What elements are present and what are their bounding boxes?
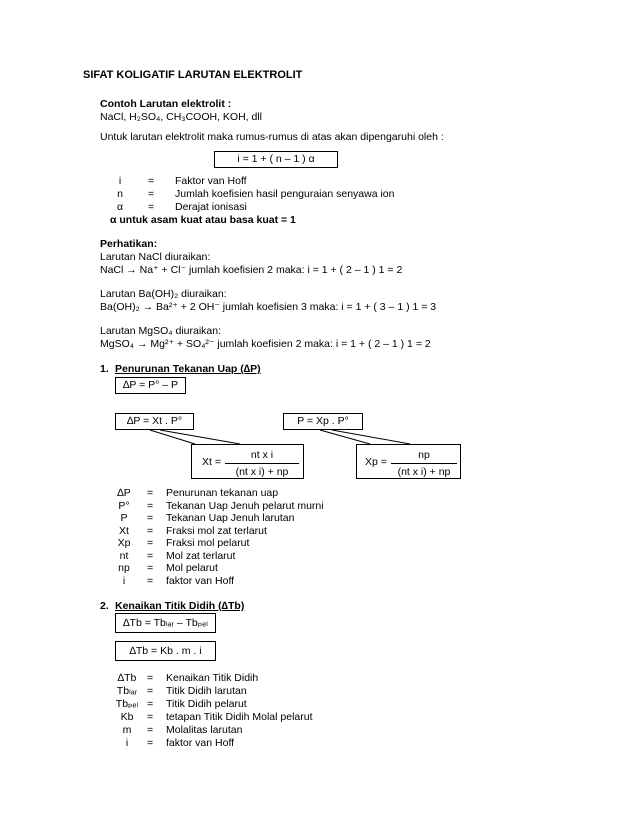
perhatikan-heading: Perhatikan: — [100, 238, 158, 250]
legend-description: Derajat ionisasi — [175, 201, 247, 213]
legend-symbol: m — [122, 724, 132, 736]
xt-fraction-box — [191, 444, 304, 479]
xp-fraction-box — [356, 444, 461, 479]
xp-denominator: (nt x i) + np — [397, 465, 451, 478]
legend-equals: = — [147, 549, 154, 562]
legend-description: Titik Didih larutan — [166, 685, 247, 697]
legend-equals: = — [147, 574, 154, 587]
legend-symbol: nt — [119, 549, 129, 562]
legend-equals: = — [147, 672, 154, 684]
legend-symbol: Tbₚₑₗ — [115, 698, 139, 710]
legend-symbol: P° — [118, 499, 130, 512]
legend-description: Mol pelarut — [166, 562, 218, 574]
legend-symbol: P — [120, 512, 128, 524]
delta-tb-kb-box — [115, 641, 216, 661]
intro-statement: Untuk larutan elektrolit maka rumus-rumus di atas akan dipengaruhi oleh : — [100, 131, 444, 143]
legend-symbol: Xp — [117, 537, 131, 549]
xp-numerator: np — [391, 449, 457, 464]
delta-tb-box — [115, 613, 216, 633]
legend-description: Titik Didih pelarut — [166, 698, 247, 710]
legend-description: Tekanan Uap Jenuh pelarut murni — [166, 499, 324, 512]
legend-description: Fraksi mol pelarut — [166, 537, 250, 549]
legend-equals: = — [147, 537, 154, 549]
example-mgso4-line1: Larutan MgSO₄ diuraikan: — [100, 325, 222, 337]
legend-description: Kenaikan Titik Didih — [166, 672, 259, 684]
delta-tb-kb-formula: ∆Tb = Kb . m . i — [129, 644, 202, 657]
section2-number: 2. — [100, 600, 109, 612]
legend-symbol: Xt — [119, 524, 129, 537]
legend-symbol: n — [117, 188, 123, 200]
intro-heading: Contoh Larutan elektrolit : — [100, 98, 232, 110]
legend-equals: = — [147, 562, 154, 574]
legend-equals: = — [147, 512, 154, 524]
legend-symbol: i — [118, 175, 122, 187]
legend-symbol: α — [116, 201, 124, 213]
xt-fraction — [225, 449, 299, 478]
example-baoh2-line2: Ba(OH)₂ → Ba²⁺ + 2 OH⁻ jumlah koefisien 3 maka: i = 1 + ( 3 – 1 ) 1 = 3 — [100, 301, 437, 313]
page-title: SIFAT KOLIGATIF LARUTAN ELEKTROLIT — [83, 69, 303, 81]
delta-p-xt-formula: ∆P = Xt . P° — [126, 415, 183, 428]
legend-symbol: i — [125, 737, 129, 749]
legend-symbol: np — [118, 562, 130, 574]
delta-tb-formula: ∆Tb = Tbₗₐᵣ – Tbₚₑₗ — [123, 616, 208, 629]
legend-description: tetapan Titik Didih Molal pelarut — [166, 711, 313, 723]
legend-description: Tekanan Uap Jenuh larutan — [166, 512, 295, 524]
legend-description: Penurunan tekanan uap — [166, 487, 279, 499]
legend-equals: = — [147, 685, 154, 697]
legend-description: Jumlah koefisien hasil penguraian senyawa ion — [175, 188, 395, 200]
section1-heading: Penurunan Tekanan Uap (∆P) — [115, 363, 261, 375]
xt-denominator: (nt x i) + np — [235, 465, 289, 478]
xp-fraction — [391, 449, 457, 478]
legend-description: Fraksi mol zat terlarut — [166, 524, 267, 537]
xt-numerator: nt x i — [225, 449, 299, 464]
alpha-note: α untuk asam kuat atau basa kuat = 1 — [110, 214, 296, 226]
legend-symbol: i — [122, 574, 126, 587]
section1-number: 1. — [100, 363, 109, 375]
van-hoff-formula: i = 1 + ( n – 1 ) α — [237, 153, 315, 166]
legend-equals: = — [147, 499, 154, 512]
legend-description: Molalitas larutan — [166, 724, 243, 736]
intro-examples: NaCl, H₂SO₄, CH₃COOH, KOH, dll — [100, 111, 262, 123]
legend-equals: = — [148, 175, 155, 187]
legend-equals: = — [147, 698, 154, 710]
legend-description: faktor van Hoff — [166, 574, 235, 587]
example-mgso4-line2: MgSO₄ → Mg²⁺ + SO₄²⁻ jumlah koefisien 2 maka: i = 1 + ( 2 – 1 ) 1 = 2 — [100, 338, 431, 350]
legend-description: Mol zat terlarut — [166, 549, 236, 562]
legend-equals: = — [147, 524, 154, 537]
legend-description: faktor van Hoff — [166, 737, 235, 749]
delta-p-formula: ∆P = P° – P — [122, 379, 179, 392]
example-nacl-line1: Larutan NaCl diuraikan: — [100, 251, 211, 263]
legend-equals: = — [147, 487, 154, 499]
legend-symbol: Tbₗₐᵣ — [116, 685, 138, 697]
legend-equals: = — [147, 724, 154, 736]
legend-equals: = — [147, 737, 154, 749]
legend-equals: = — [148, 188, 155, 200]
section2-heading: Kenaikan Titik Didih (∆Tb) — [115, 600, 245, 612]
xp-label: Xp = — [365, 456, 387, 468]
legend-description: Faktor van Hoff — [175, 175, 247, 187]
p-xp-formula: P = Xp . P° — [297, 415, 349, 428]
legend-symbol: ∆Tb — [117, 672, 137, 684]
example-nacl-line2: NaCl → Na⁺ + Cl⁻ jumlah koefisien 2 maka: i = 1 + ( 2 – 1 ) 1 = 2 — [100, 264, 403, 276]
legend-equals: = — [147, 711, 154, 723]
legend-symbol: ∆P — [117, 487, 131, 499]
example-baoh2-line1: Larutan Ba(OH)₂ diuraikan: — [100, 288, 227, 300]
legend-symbol: Kb — [120, 711, 134, 723]
legend-equals: = — [148, 201, 155, 213]
xt-label: Xt = — [202, 456, 221, 468]
